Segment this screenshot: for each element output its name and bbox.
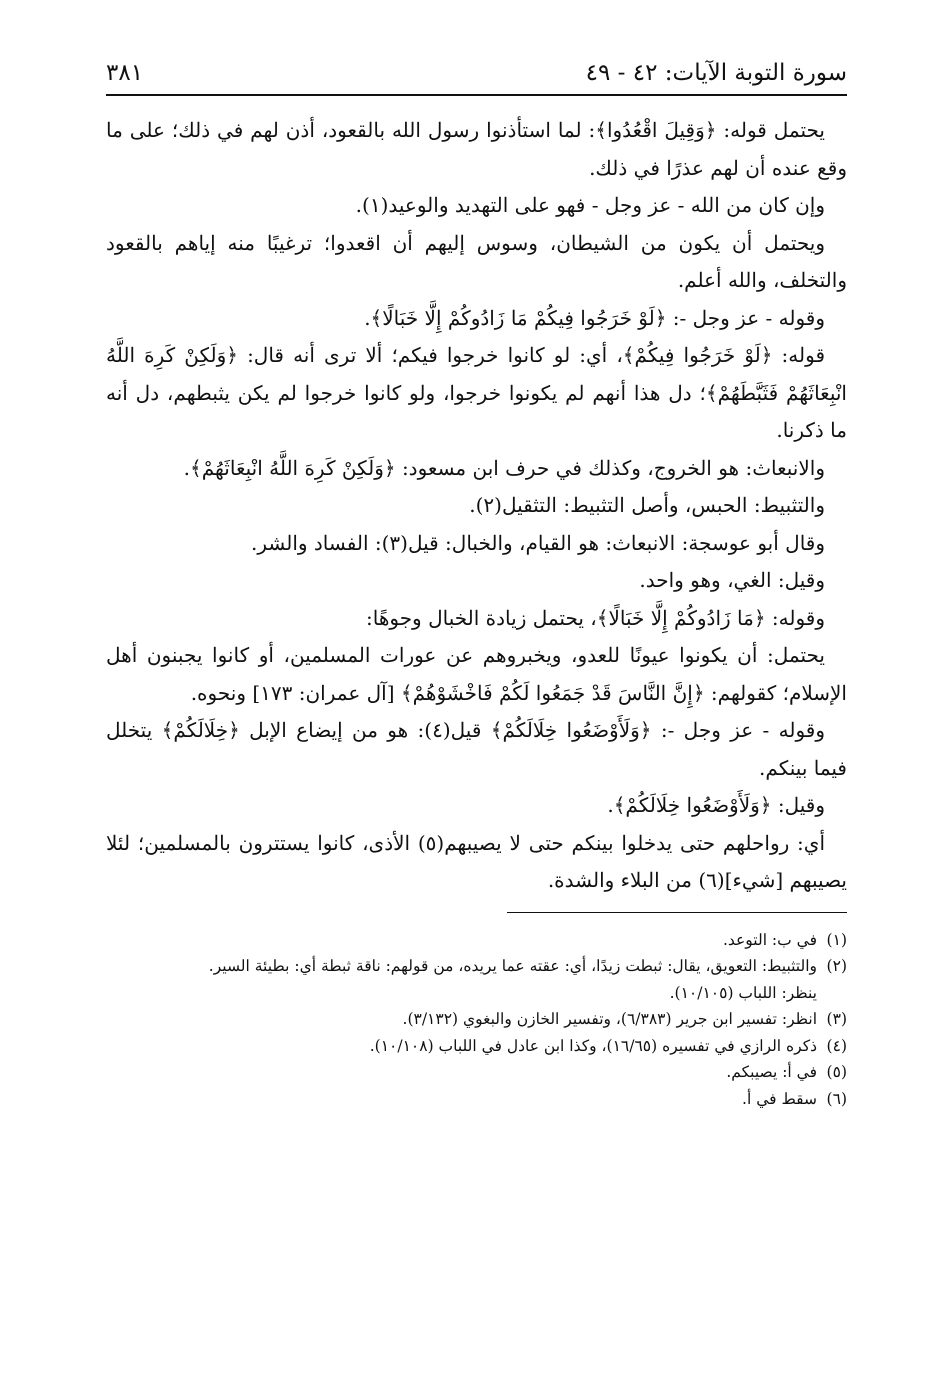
- footnote-text: انظر: تفسير ابن جرير (٦/٣٨٣)، وتفسير الخازن والبغوي (٣/١٣٢).: [402, 1010, 817, 1028]
- running-title: سورة التوبة الآيات: ٤٢ - ٤٩: [585, 60, 847, 86]
- paragraph: أي: رواحلهم حتى يدخلوا بينكم حتى لا يصيبهم(٥) الأذى، كانوا يستترون بالمسلمين؛ لئلا يصيبهم [شيء](٦) من البلاء والشدة.: [106, 830, 847, 892]
- footnote: [106, 980, 847, 1007]
- paragraph: وقال أبو عوسجة: الانبعاث: هو القيام، والخبال: قيل(٣): الفساد والشر.: [250, 530, 825, 555]
- paragraph: وقيل: الغي، وهو واحد.: [639, 568, 825, 592]
- footnote: [106, 1006, 847, 1033]
- footnote-text: سقط في أ.: [742, 1089, 817, 1108]
- footnote-text: في ب: التوعد.: [722, 930, 817, 949]
- paragraph: ويحتمل أن يكون من الشيطان، وسوس إليهم أن اقعدوا؛ ترغيبًا منه إياهم بالقعود والتخلف، والله أعلم.: [106, 230, 847, 292]
- paragraph: وقوله - عز وجل -: ﴿وَلَأَوْضَعُوا خِلَالَكُمْ﴾ قيل(٤): هو من إيضاع الإبل ﴿خِلَالَكُمْ﴾ يتخلل فيما بينكم.: [106, 718, 847, 780]
- paragraph: قوله: ﴿لَوْ خَرَجُوا فِيكُمْ﴾، أي: لو كانوا خرجوا فيكم؛ ألا ترى أنه قال: ﴿وَلَكِنْ كَرِهَ اللَّهُ انْبِعَاثَهُمْ فَثَبَّطَهُمْ﴾؛ دل هذا أنهم لم يكونوا خرجوا، ولو كانوا خرجوا لم يكن يثبطهم، دل أنه ما ذكرنا.: [106, 343, 847, 442]
- paragraph: والتثبيط: الحبس، وأصل التثبيط: التثقيل(٢).: [469, 493, 825, 517]
- footnote: [106, 1059, 847, 1086]
- footnote: [106, 953, 847, 980]
- footnote-text: والتثبيط: التعويق، يقال: ثبطت زيدًا، أي: عقته عما يريده، من قولهم: ناقة ثبطة أي: بطيئة السير.: [208, 957, 817, 975]
- footnote-number: (٢): [826, 957, 847, 975]
- paragraph: وقيل: ﴿وَلَأَوْضَعُوا خِلَالَكُمْ﴾.: [607, 793, 825, 817]
- page-header: [106, 50, 847, 96]
- footnote: [106, 1033, 847, 1060]
- footnote-text: ينظر: اللباب (١٠/١٠٥).: [669, 983, 817, 1002]
- footnote-text: ذكره الرازي في تفسيره (١٦/٦٥)، وكذا ابن عادل في اللباب (١٠/١٠٨).: [369, 1036, 817, 1055]
- footnote-number: (٣): [826, 1010, 847, 1028]
- footnote-number: [817, 980, 847, 1007]
- footnote-number: (٤): [826, 1036, 847, 1055]
- footnote-number: (١): [826, 930, 847, 949]
- footnote-text: في أ: يصيبكم.: [726, 1063, 817, 1081]
- footnote: [106, 1086, 847, 1113]
- footnote: [106, 927, 847, 954]
- paragraph: وإن كان من الله - عز وجل - فهو على التهديد والوعيد(١).: [355, 193, 825, 217]
- paragraph: والانبعاث: هو الخروج، وكذلك في حرف ابن مسعود: ﴿وَلَكِنْ كَرِهَ اللَّهُ انْبِعَاثَهُمْ﴾.: [183, 455, 825, 480]
- paragraph: وقوله - عز وجل -: ﴿لَوْ خَرَجُوا فِيكُمْ مَا زَادُوكُمْ إِلَّا خَبَالًا﴾.: [364, 305, 825, 330]
- main-text: [106, 112, 847, 900]
- paragraph: يحتمل: أن يكونوا عيونًا للعدو، ويخبروهم عن عورات المسلمين، أو كانوا يجبنون أهل الإسلام؛ كقولهم: ﴿إِنَّ النَّاسَ قَدْ جَمَعُوا لَكُمْ فَاخْشَوْهُمْ﴾ [آل عمران: ١٧٣] ونحوه.: [106, 643, 847, 705]
- paragraph: يحتمل قوله: ﴿وَقِيلَ اقْعُدُوا﴾: لما استأذنوا رسول الله بالقعود، أذن لهم في ذلك؛ على ما وقع عنده أن لهم عذرًا في ذلك.: [106, 118, 847, 180]
- footnote-number: (٥): [826, 1063, 847, 1081]
- paragraph: وقوله: ﴿مَا زَادُوكُمْ إِلَّا خَبَالًا﴾، يحتمل زيادة الخبال وجوهًا:: [365, 605, 825, 630]
- footnotes: [106, 927, 847, 1113]
- page-number: ٣٨١: [106, 60, 144, 86]
- footnote-number: (٦): [826, 1089, 847, 1108]
- footnote-separator: [507, 912, 847, 913]
